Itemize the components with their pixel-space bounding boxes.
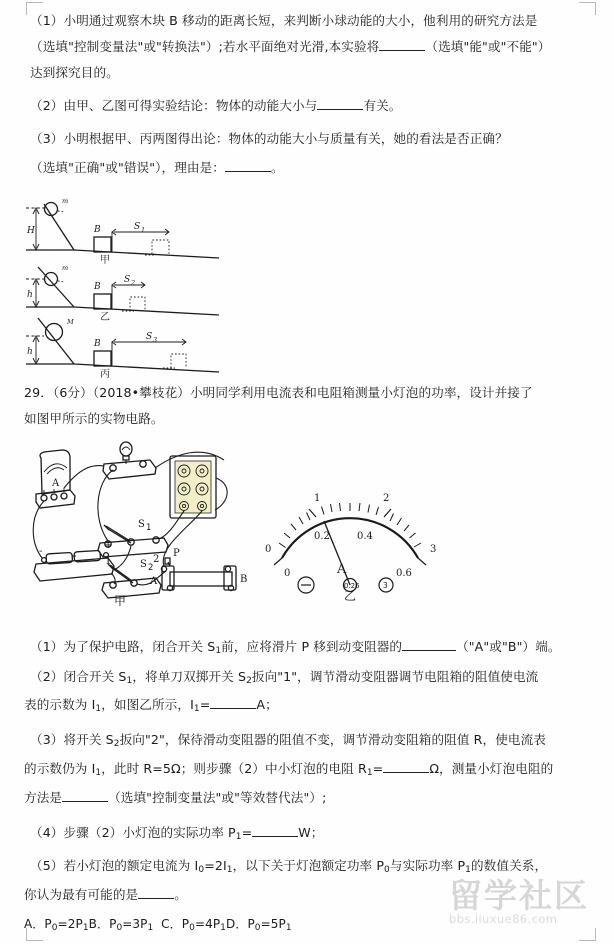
q28-2-line1 [30,93,401,119]
option-d[interactable]: D．$P_0=5P_1$ [226,917,292,933]
svg-text:3: 3 [383,581,388,590]
svg-text:M: M [67,318,74,326]
answer-blank[interactable] [62,801,108,802]
outer-scale-label-0: 0 [265,544,272,555]
watermark-chinese: 留学社区 [449,876,589,915]
meter-unit-label: A [337,562,347,577]
q28-1-line3-text: 达到探究目的。 [30,65,119,80]
circuit-figure-label: 甲 [114,594,127,608]
svg-text:H: H [27,226,35,236]
ammeter-dial-figure [258,466,448,601]
answer-blank[interactable] [402,650,456,651]
svg-text:h: h [27,347,33,357]
inner-scale-label-04: 0.4 [357,531,373,542]
svg-text:h: h [27,290,33,300]
q28-3-line2-text: （选填"正确"或"错误"），理由是： [30,160,225,175]
q29-2-line2: 表的示数为 $I_1$，如图乙所示，$I_1= A$； [24,697,278,714]
switch-s1-terminal-2: 2 [153,554,160,565]
switch-s1-label: S [138,519,145,530]
q29-1-line [30,634,561,663]
circuit-figure [18,438,278,606]
q29-1-sub: 1 [215,646,222,656]
incline-plane-figure [14,196,246,380]
svg-text:B: B [94,282,101,292]
resistance-box-component [170,456,216,518]
ammeter-component [36,450,75,508]
answer-blank[interactable] [252,836,298,837]
q28-1-line2 [30,34,551,60]
svg-text:B: B [94,225,101,235]
q28-1-line3 [30,60,119,86]
inner-scale-label-0: 0 [284,568,291,579]
outer-scale-label-1: 1 [314,493,321,504]
q29-3-line2: 的示数仍为 $I_1$，此时 R=5Ω；则步骤（2）中小灯泡的电阻 $R_1= \Omega$，测量小灯泡电阻的 [24,761,554,778]
q28-3-line1-text: （3）小明根据甲、丙两图得出论：物体的动能大小与质量有关，她的看法是否正确？ [30,131,508,146]
q29-3-line1: （3）将开关 $S_2$扳向"2"，保待滑动变阻器的阻值不变，调节滑动变阻箱的阻值 R，使电流表 [30,732,546,749]
q28-1-line2-tail: （选填"能"或"不能"） [425,39,551,54]
svg-text:2: 2 [131,279,136,287]
q29-1-mid: 前，应将滑片 P 移到动变阻器的 [221,639,403,654]
answer-blank[interactable] [379,50,425,51]
svg-text:1: 1 [146,523,152,533]
q28-3-line1 [30,126,508,152]
svg-text:S: S [124,275,131,285]
needle-pivot-value: 0.26 [344,582,360,590]
inner-scale-label-06: 0.6 [396,568,412,579]
incline-panel-bing [26,318,219,380]
rheostat-terminal-a: A [150,576,158,587]
watermark-url: bbs.liuxue86.com [449,912,558,926]
q28-3-line2 [30,155,284,181]
svg-text:A: A [52,478,60,489]
battery-component [34,540,114,581]
answer-blank[interactable] [225,171,271,172]
q29-header-text: 29．（6分）（2018•攀枝花）小明同学利用电流表和电阻箱测量小灯泡的功率，设计并接了 [24,385,533,400]
q29-1-post: （"A"或"B"）端。 [456,639,561,654]
q29-header-line2-text: 如图甲所示的实物电路。 [24,411,164,426]
q29-2-line1: （2）闭合开关 $S_1$，将单刀双掷开关 $S_2$扳向"1"，调节滑动变阻器调节电阻箱的阻值使电流 [30,669,539,686]
outer-scale-label-3: 3 [430,544,437,555]
switch-s2-label: S [140,559,147,570]
q29-3-line3: 方法是 （选填"控制变量法"或"等效替代法"）; [24,790,327,805]
incline-panel-1-label: 甲 [100,255,110,266]
minor-ticks [279,503,421,548]
q29-2-pre: （2）闭合开关 S [30,669,127,684]
q28-2-line1-text: （2）由甲、乙图可得实验结论：物体的动能大小与 [30,98,318,113]
rheostat-component [149,548,247,591]
incline-panel-yi [26,264,219,323]
q29-5-line2: 你认为最有可能的是 。 [24,887,187,902]
q28-1-line2-text: （选填"控制变量法"或"转换法"）;若水平面绝对光滑,本实验将 [30,39,380,54]
q29-4-line: （4）步骤（2）小灯泡的实际功率 $P_1= W$； [30,825,324,842]
rheostat-terminal-b: B [240,574,248,585]
site-watermark [449,878,609,934]
q28-2-line1-tail: 有关。 [363,98,402,113]
crop-mark-top-right [579,2,596,15]
switch-s1-terminal-1: 1 [105,556,112,567]
incline-panel-3-label: 丙 [100,369,110,380]
outer-scale-label-2: 2 [383,493,390,504]
option-a[interactable]: A．$P_0=2P_1$ [24,917,89,933]
q29-5-line1: （5）若小灯泡的额定电流为 $I_0=2I_1$，以下关于灯泡额定功率 $P_0$与实际功率 $P_1$的数值关系， [30,858,548,875]
svg-text:m: m [62,264,69,272]
svg-text:m: m [62,197,69,205]
battery-plus-label: + [104,540,113,551]
q29-header-line1 [24,380,533,406]
q29-header-line2 [24,406,164,432]
q28-3-line2-tail: 。 [270,160,284,175]
answer-blank[interactable] [138,898,174,899]
inner-scale-label-02: 0.2 [314,531,330,542]
answer-blank[interactable] [210,708,256,709]
q28-1-line1 [30,8,537,34]
option-c[interactable]: C．$P_0=4P_1$ [161,917,226,933]
rheostat-slider-label: P [173,548,180,559]
svg-text:3: 3 [153,336,158,344]
svg-text:1: 1 [141,226,146,234]
svg-text:S: S [146,332,153,342]
incline-panel-jia [26,197,219,266]
answer-blank[interactable] [317,109,363,110]
battery-minus-label: - [39,546,43,557]
svg-text:2: 2 [148,563,154,573]
ammeter-figure-label: 乙 [344,589,357,603]
incline-panel-2-label: 乙 [100,312,110,323]
option-b[interactable]: B．$P_0=3P_1$ [88,917,154,933]
lamp-component [103,442,156,479]
q29-options-row [24,912,292,940]
q29-1-pre: （1）为了保护电路，闭合开关 S [30,639,216,654]
crop-mark-bottom-right [579,928,596,941]
svg-text:B: B [94,339,101,349]
svg-text:S: S [134,222,141,232]
answer-blank[interactable] [383,772,429,773]
q28-1-line1-text: （1）小明通过观察木块 B 移动的距离长短，来判断小球动能的大小，他利用的研究方法是 [30,13,538,28]
